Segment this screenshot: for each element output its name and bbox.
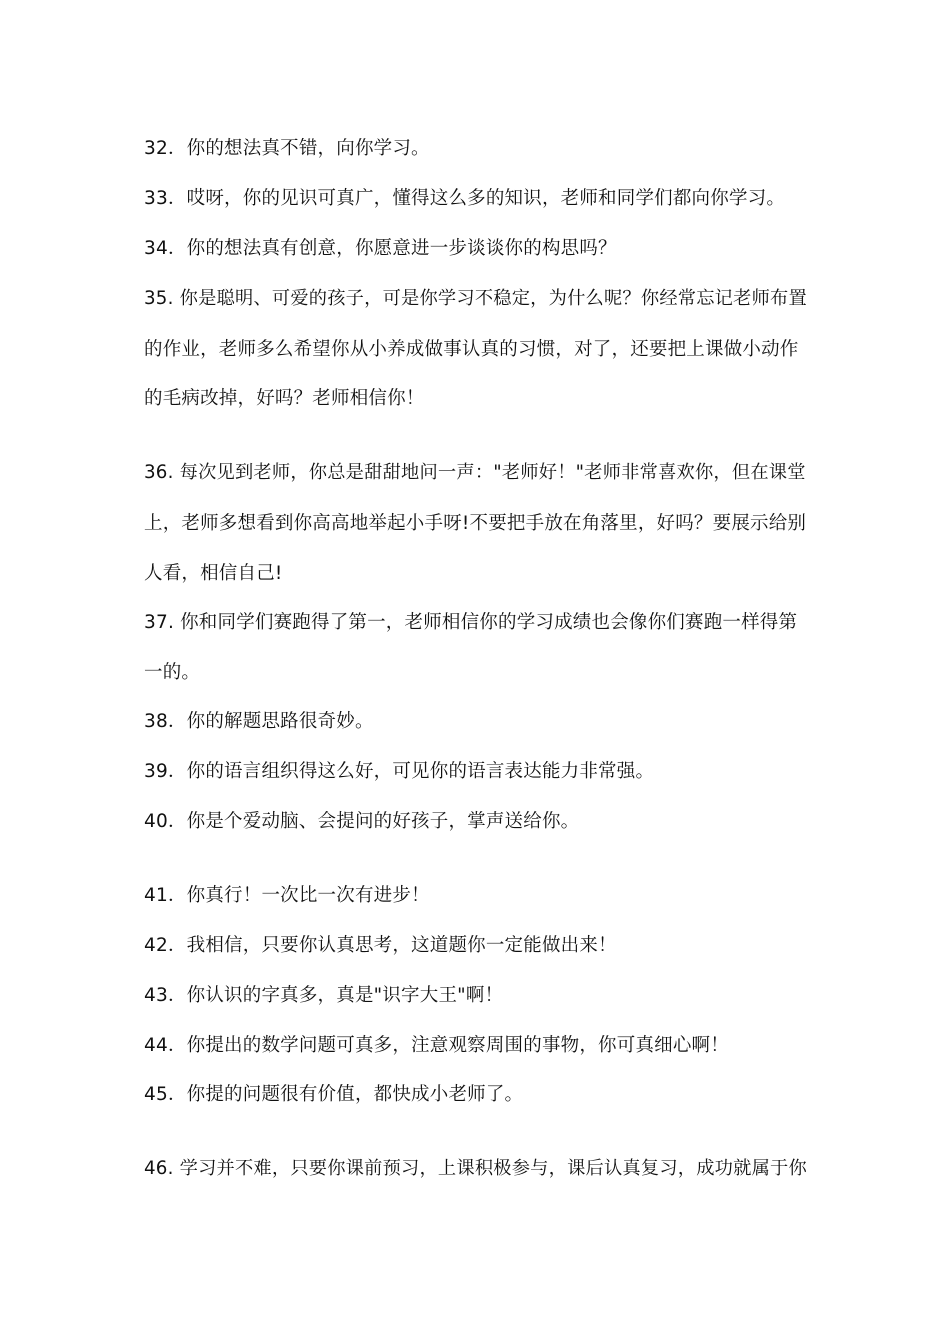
text-line-37a: 37. 你和同学们赛跑得了第一，老师相信你的学习成绩也会像你们赛跑一样得第 (144, 612, 798, 633)
text-line-44: 44．你提出的数学问题可真多，注意观察周围的事物，你可真细心啊！ (144, 1035, 729, 1056)
text-line-38: 38．你的解题思路很奇妙。 (144, 711, 374, 732)
text-line-41: 41．你真行！一次比一次有进步！ (144, 885, 430, 906)
text-line-34: 34．你的想法真有创意，你愿意进一步谈谈你的构思吗？ (144, 238, 617, 259)
text-line-37b: 一的。 (144, 662, 201, 683)
text-line-39: 39．你的语言组织得这么好，可见你的语言表达能力非常强。 (144, 761, 655, 782)
text-line-36c: 人看，相信自己! (144, 563, 283, 584)
text-line-36b: 上，老师多想看到你高高地举起小手呀!不要把手放在角落里，好吗？要展示给别 (144, 513, 807, 534)
text-line-42: 42．我相信，只要你认真思考，这道题你一定能做出来！ (144, 935, 617, 956)
text-line-45: 45．你提的问题很有价值，都快成小老师了。 (144, 1084, 524, 1105)
text-line-36a: 36. 每次见到老师，你总是甜甜地问一声："老师好！"老师非常喜欢你，但在课堂 (144, 462, 806, 483)
text-line-46: 46. 学习并不难，只要你课前预习，上课积极参与，课后认真复习，成功就属于你 (144, 1158, 807, 1179)
text-line-35c: 的毛病改掉，好吗？老师相信你！ (144, 388, 425, 409)
text-line-35b: 的作业，老师多么希望你从小养成做事认真的习惯，对了，还要把上课做小动作 (144, 339, 799, 360)
text-line-40: 40．你是个爱动脑、会提问的好孩子，掌声送给你。 (144, 811, 580, 832)
text-line-32: 32．你的想法真不错，向你学习。 (144, 138, 430, 159)
text-line-35a: 35. 你是聪明、可爱的孩子，可是你学习不稳定，为什么呢？你经常忘记老师布置 (144, 288, 807, 309)
text-line-33: 33．哎呀，你的见识可真广，懂得这么多的知识，老师和同学们都向你学习。 (144, 188, 786, 209)
text-line-43: 43．你认识的字真多，真是"识字大王"啊！ (144, 985, 504, 1006)
